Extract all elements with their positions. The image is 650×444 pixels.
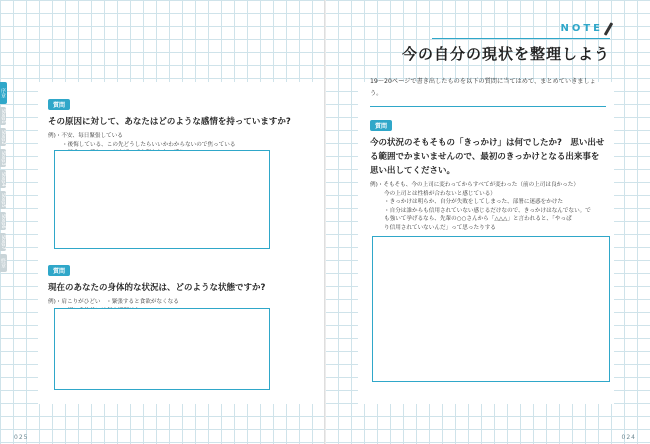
example-line: 例)・不安、毎日緊張している <box>48 133 123 139</box>
tab-epilogue[interactable]: 終章 <box>0 254 7 272</box>
question-3-examples <box>370 181 606 232</box>
page-number-left: 025 <box>14 434 29 441</box>
note-tag <box>560 22 610 36</box>
example-line: ・自分は誰からも信用されていない感じるだけなので、きっかけはなんでない。で <box>384 207 591 214</box>
page-header <box>402 16 610 64</box>
tab-step4[interactable]: Step4 <box>0 171 6 187</box>
example-line: り信用されていないんだ」って思ったりする <box>384 224 496 231</box>
example-line: ・きっかけは明らか、自分が失敗をしてしまった、部署に迷惑をかけた <box>384 199 564 205</box>
answer-box-2[interactable] <box>54 308 270 390</box>
right-page <box>358 78 614 404</box>
tab-step6[interactable]: Step6 <box>0 213 6 229</box>
question-3: 今の状況のそもそもの「きっかけ」は何でしたか? 思い出せる範囲でかまいませんので、最初のきっかけとなる出来事を思い出してください。 <box>370 138 605 176</box>
example-line: 例)・そもそも、今の上司に変わってからすべてが変わった（前の上司は良かった） <box>370 182 579 188</box>
chapter-tabs <box>0 82 12 275</box>
page-number-right: 024 <box>621 434 636 441</box>
tab-prologue[interactable]: 序章 <box>0 82 7 104</box>
answer-box-1[interactable] <box>54 150 270 249</box>
answer-box-3[interactable] <box>372 236 610 382</box>
intro-text: 19〜20ページで書き出したものを以下の質問に当てはめて、まとめていきましょう。 <box>370 78 596 97</box>
tab-step1[interactable]: Step1 <box>0 108 6 124</box>
tab-step5[interactable]: Step5 <box>0 192 6 208</box>
page-title: 今の自分の現状を整理しよう <box>401 44 610 63</box>
note-underline <box>432 38 610 39</box>
tab-step2[interactable]: Step2 <box>0 129 6 145</box>
example-line: ・後悔している、この先どうしたらいいかわからないので焦っている <box>62 141 236 148</box>
question-1: その原因に対して、あなたはどのような感情を持っていますか? <box>48 117 291 127</box>
question-badge: 質問 <box>48 99 70 110</box>
section-divider <box>370 106 606 107</box>
note-label: NOTE <box>560 23 603 34</box>
question-badge: 質問 <box>48 265 70 276</box>
example-line: 例)・肩こりがひどい ・緊張すると食欲がなくなる <box>48 299 179 305</box>
example-line: 今の上司とは性格が合わないと感じている） <box>384 190 496 197</box>
page-gutter <box>324 0 326 444</box>
tab-step3[interactable]: Step3 <box>0 150 6 166</box>
pen-icon <box>604 22 614 36</box>
question-2: 現在のあなたの身体的な状況は、どのような状態ですか? <box>48 283 266 293</box>
tab-step7[interactable]: Step7 <box>0 234 6 250</box>
example-line: も強いて挙げるなら、先輩の○○さんから「△△△」と言われると、「やっぱ <box>384 216 572 222</box>
question-badge: 質問 <box>370 120 392 131</box>
left-page <box>38 82 324 404</box>
